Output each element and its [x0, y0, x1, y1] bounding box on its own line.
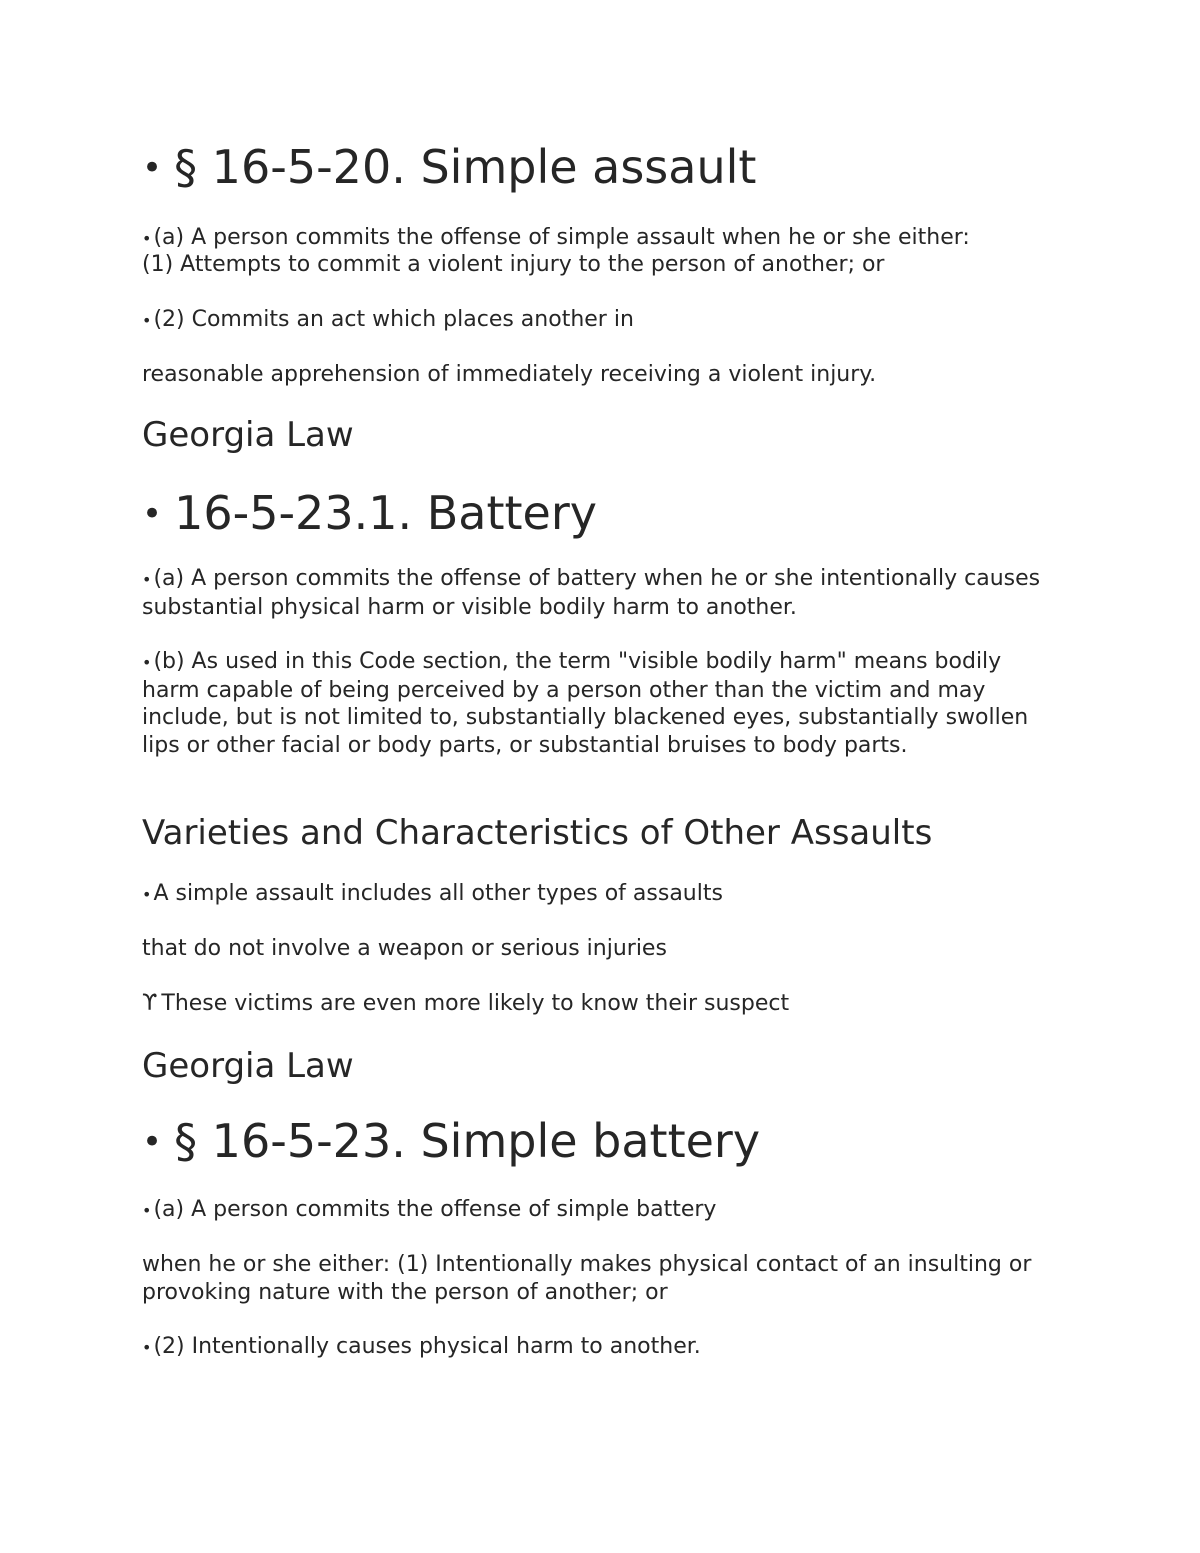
bullet-icon: •: [142, 311, 152, 330]
bullet-icon: •: [142, 885, 152, 904]
bullet-icon: •: [142, 229, 152, 248]
paragraph-v-line2: that do not involve a weapon or serious injuries: [142, 936, 667, 961]
heading-georgia-law-2: Georgia Law: [142, 1046, 354, 1086]
paragraph-s1-a-line2: (1) Attempts to commit a violent injury to the person of another; or: [142, 252, 885, 277]
paragraph-s1-2-line2: reasonable apprehension of immediately receiving a violent injury.: [142, 362, 877, 387]
paragraph-s2-a: •(a) A person commits the offense of battery when he or she intentionally causes substantial physical harm or visible bodily harm to another.: [142, 566, 1041, 620]
heading-georgia-law: Georgia Law: [142, 415, 354, 455]
section-title-simple-battery: • § 16-5-23. Simple battery: [142, 1114, 761, 1168]
bullet-icon: •: [142, 494, 163, 534]
bullet-icon: •: [142, 1201, 152, 1220]
bullet-icon: •: [142, 653, 152, 672]
paragraph-s3-2: •(2) Intentionally causes physical harm to another.: [142, 1334, 701, 1359]
bullet-icon: •: [142, 148, 163, 188]
bullet-icon: •: [142, 1338, 152, 1357]
paragraph-s1-a-line1: •(a) A person commits the offense of simple assault when he or she either:: [142, 225, 970, 250]
bullet-icon: •: [142, 570, 152, 589]
paragraph-s3-a-line1: •(a) A person commits the offense of simple battery: [142, 1197, 717, 1222]
paragraph-s3-a-text2: when he or she either: (1) Intentionally makes physical contact of an insulting or provoking nature with the person of another; or: [142, 1252, 1032, 1305]
upsilon-bullet-icon: ϒ: [142, 991, 158, 1016]
paragraph-s1-2-line1: •(2) Commits an act which places another in: [142, 307, 634, 332]
paragraph-v-line3: ϒ These victims are even more likely to know their suspect: [142, 991, 790, 1016]
heading-varieties: Varieties and Characteristics of Other Assaults: [142, 813, 933, 853]
bullet-icon: •: [142, 1122, 163, 1162]
section-title-simple-assault: • § 16-5-20. Simple assault: [142, 140, 757, 194]
paragraph-s2-b: •(b) As used in this Code section, the term "visible bodily harm" means bodily harm capable of being perceived by a person other than the victim and may include, but is not limited to, substantially blackened eyes, substantially swollen lips or other facial or body parts, or substantial bruises to body parts.: [142, 649, 1029, 758]
section-title-battery: • 16-5-23.1. Battery: [142, 486, 597, 540]
paragraph-v-line1: •A simple assault includes all other types of assaults: [142, 881, 723, 906]
